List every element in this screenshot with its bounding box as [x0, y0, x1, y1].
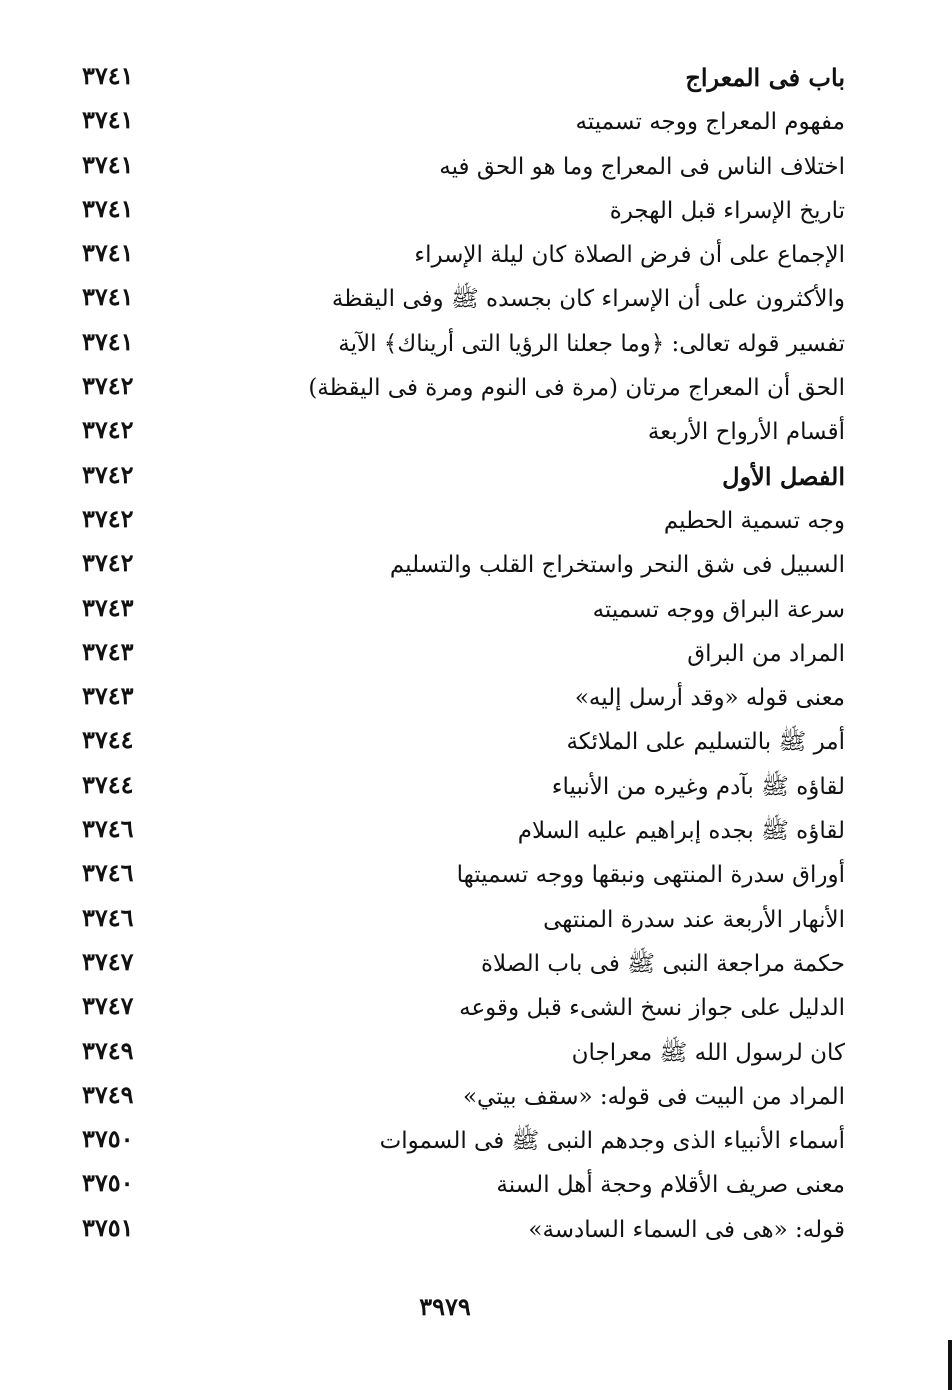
toc-entry-page-number: ٣٧٤٦	[82, 858, 134, 888]
toc-entry-page-number: ٣٧٤١	[82, 238, 134, 268]
toc-entry-page-number: ٣٧٤١	[82, 193, 134, 223]
toc-entry	[70, 1163, 845, 1207]
toc-entry-title: السبيل فى شق النحر واستخراج القلب والتسليم	[389, 552, 845, 579]
toc-entry	[70, 499, 845, 543]
toc-entry	[70, 1119, 845, 1163]
toc-entry-title: حكمة مراجعة النبى ﷺ فى باب الصلاة	[480, 950, 845, 977]
toc-entry	[70, 233, 845, 277]
toc-entry-page-number: ٣٧٤٤	[82, 769, 134, 799]
toc-entry-title: أقسام الأرواح الأربعة	[647, 419, 845, 446]
toc-entry-title: تفسير قوله تعالى: ﴿وما جعلنا الرؤيا التى أريناك﴾ الآية	[338, 330, 845, 357]
toc-entry-title: اختلاف الناس فى المعراج وما هو الحق فيه	[439, 153, 845, 180]
toc-entry-page-number: ٣٧٤٢	[82, 548, 134, 578]
toc-entry-page-number: ٣٧٤٦	[82, 814, 134, 844]
toc-entry-title: كان لرسول الله ﷺ معراجان	[571, 1039, 845, 1066]
toc-entry-title: أمر ﷺ بالتسليم على الملائكة	[566, 729, 845, 756]
toc-entry-page-number: ٣٧٤٣	[82, 592, 134, 622]
toc-entry-page-number: ٣٧٤٢	[82, 503, 134, 533]
toc-entry	[70, 898, 845, 942]
toc-entry-title: معنى قوله «وقد أرسل إليه»	[574, 685, 845, 712]
toc-entry-page-number: ٣٧٥٠	[82, 1124, 134, 1154]
toc-entry-page-number: ٣٧٤٣	[82, 681, 134, 711]
toc-entry-title: المراد من البراق	[687, 640, 845, 667]
toc-entry-page-number: ٣٧٥٠	[82, 1168, 134, 1198]
toc-entry-title: وجه تسمية الحطيم	[663, 507, 845, 534]
toc-entry-page-number: ٣٧٤٧	[82, 991, 134, 1021]
toc-entry	[70, 809, 845, 853]
toc-entry-page-number: ٣٧٤١	[82, 282, 134, 312]
toc-entry-title: المراد من البيت فى قوله: «سقف بيتي»	[462, 1083, 845, 1110]
toc-entry	[70, 942, 845, 986]
toc-entry	[70, 720, 845, 764]
toc-entry-page-number: ٣٧٤١	[82, 149, 134, 179]
toc-entry-title: قوله: «هى فى السماء السادسة»	[528, 1216, 845, 1243]
toc-entry-title: والأكثرون على أن الإسراء كان بجسده ﷺ وفى اليقظة	[331, 286, 845, 313]
toc-entry	[70, 410, 845, 454]
toc-entry	[70, 277, 845, 321]
toc-entry	[70, 322, 845, 366]
toc-entry	[70, 145, 845, 189]
toc-entry-page-number: ٣٧٤٧	[82, 946, 134, 976]
scan-edge-mark	[948, 1340, 952, 1390]
toc-entry-page-number: ٣٧٤١	[82, 326, 134, 356]
toc-entry-page-number: ٣٧٤٩	[82, 1079, 134, 1109]
toc-entry-page-number: ٣٧٤٤	[82, 725, 134, 755]
table-of-contents	[70, 56, 845, 1252]
toc-entry	[70, 1031, 845, 1075]
toc-entry	[70, 1208, 845, 1252]
toc-entry	[70, 56, 845, 100]
toc-entry-page-number: ٣٧٤٣	[82, 636, 134, 666]
toc-entry-title: الدليل على جواز نسخ الشىء قبل وقوعه	[459, 995, 845, 1022]
toc-entry	[70, 1075, 845, 1119]
toc-entry-title: أسماء الأنبياء الذى وجدهم النبى ﷺ فى السموات	[379, 1128, 845, 1155]
toc-entry-title: لقاؤه ﷺ بجده إبراهيم عليه السلام	[517, 818, 845, 845]
toc-entry-page-number: ٣٧٥١	[82, 1212, 134, 1242]
toc-entry	[70, 853, 845, 897]
toc-entry-title: أوراق سدرة المنتهى ونبقها ووجه تسميتها	[456, 862, 845, 889]
toc-entry	[70, 986, 845, 1030]
toc-entry-page-number: ٣٧٤٩	[82, 1035, 134, 1065]
toc-entry-page-number: ٣٧٤٦	[82, 902, 134, 932]
toc-entry	[70, 100, 845, 144]
toc-entry-page-number: ٣٧٤٢	[82, 371, 134, 401]
toc-section-heading: الفصل الأول	[722, 461, 845, 491]
toc-entry-page-number: ٣٧٤١	[82, 105, 134, 135]
toc-entry-title: مفهوم المعراج ووجه تسميته	[575, 109, 845, 136]
toc-entry-title: الأنهار الأربعة عند سدرة المنتهى	[543, 906, 845, 933]
toc-entry	[70, 366, 845, 410]
toc-entry	[70, 765, 845, 809]
toc-entry-title: الحق أن المعراج مرتان (مرة فى النوم ومرة فى اليقظة)	[308, 375, 845, 402]
toc-entry-title: تاريخ الإسراء قبل الهجرة	[609, 197, 845, 224]
toc-entry-title: لقاؤه ﷺ بآدم وغيره من الأنبياء	[551, 773, 845, 800]
toc-entry	[70, 588, 845, 632]
toc-entry-title: الإجماع على أن فرض الصلاة كان ليلة الإسراء	[414, 242, 845, 269]
toc-section-heading: باب فى المعراج	[685, 63, 845, 92]
toc-entry	[70, 632, 845, 676]
toc-entry-page-number: ٣٧٤٢	[82, 415, 134, 445]
toc-entry	[70, 455, 845, 499]
toc-entry-page-number: ٣٧٤٢	[82, 459, 134, 489]
toc-entry-title: سرعة البراق ووجه تسميته	[592, 596, 845, 623]
toc-entry-title: معنى صريف الأقلام وحجة أهل السنة	[496, 1172, 845, 1199]
page-number: ٣٩٧٩	[419, 1292, 471, 1321]
toc-entry	[70, 676, 845, 720]
toc-entry-page-number: ٣٧٤١	[82, 61, 134, 90]
toc-entry	[70, 189, 845, 233]
toc-entry	[70, 543, 845, 587]
